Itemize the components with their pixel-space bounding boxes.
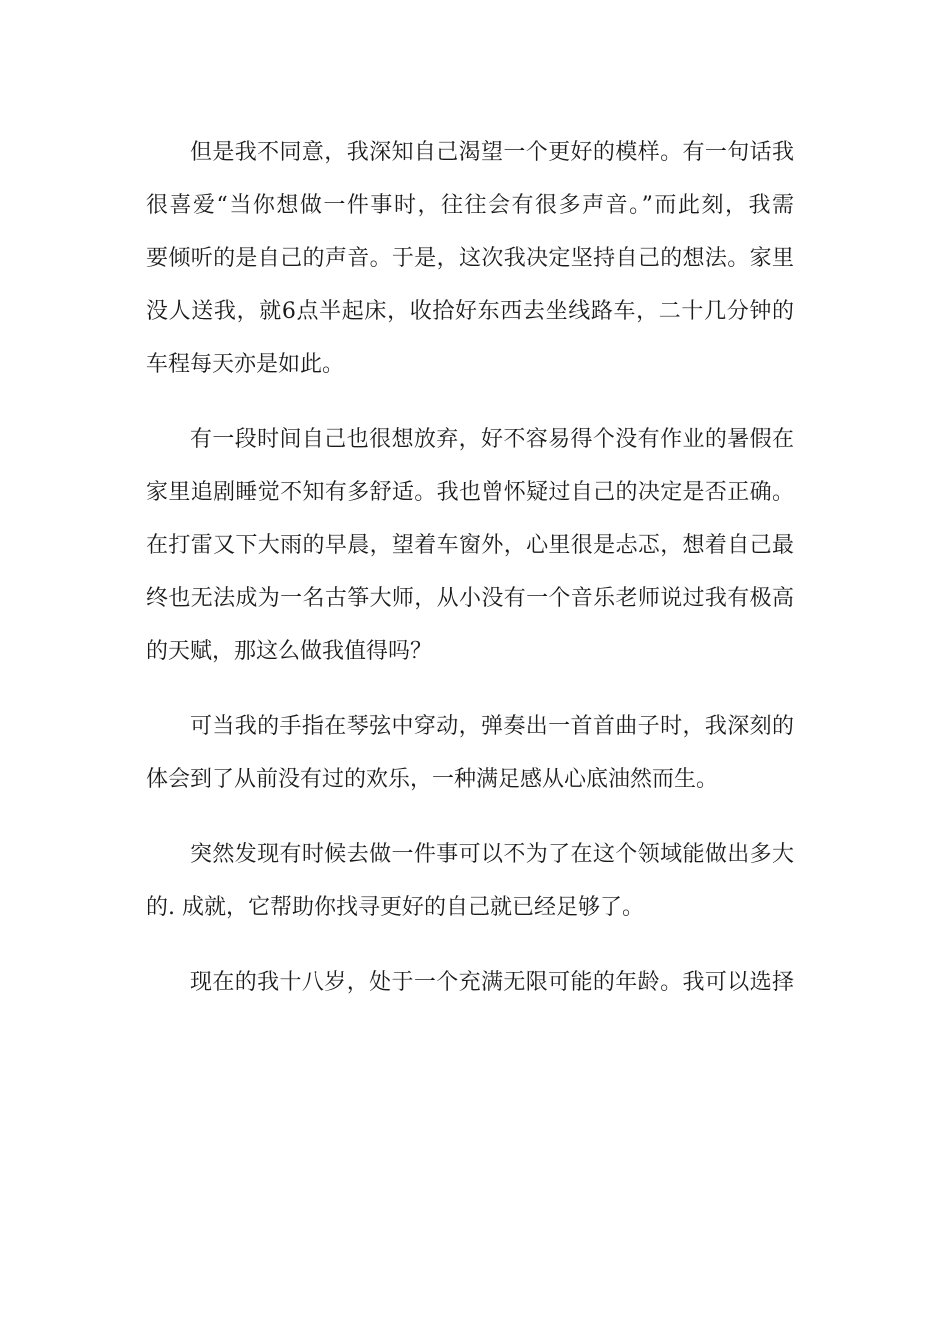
paragraph-line: 车程每天亦是如此。 <box>146 352 345 377</box>
paragraph-gap <box>146 811 794 833</box>
paragraph-gap <box>146 396 794 418</box>
paragraph-line: 要倾听的是自己的声音。于是，这次我决定坚持自己的想法。家里 <box>146 246 794 271</box>
paragraph-5 <box>146 961 794 1014</box>
paragraph-line: 终也无法成为一名古筝大师，从小没有一个音乐老师说过我有极高 <box>146 586 794 611</box>
paragraph-line: 可当我的手指在琴弦中穿动，弹奏出一首首曲子时，我深刻的 <box>190 714 794 739</box>
essay-body <box>146 131 794 1014</box>
paragraph-line: 的. 成就，它帮助你找寻更好的自己就已经足够了。 <box>146 895 644 920</box>
paragraph-gap <box>146 683 794 705</box>
paragraph-line: 体会到了从前没有过的欢乐，一种满足感从心底油然而生。 <box>146 767 719 792</box>
paragraph-line: 现在的我十八岁，处于一个充满无限可能的年龄。我可以选择 <box>190 970 794 995</box>
paragraph-2 <box>146 418 794 683</box>
paragraph-line: 但是我不同意，我深知自己渴望一个更好的模样。有一句话我 <box>190 140 794 165</box>
paragraph-line: 没人送我，就6点半起床，收拾好东西去坐线路车，二十几分钟的 <box>146 299 794 324</box>
paragraph-line: 家里追剧睡觉不知有多舒适。我也曾怀疑过自己的决定是否正确。 <box>146 480 794 505</box>
paragraph-gap <box>146 939 794 961</box>
paragraph-1 <box>146 131 794 396</box>
paragraph-line: 在打雷又下大雨的早晨，望着车窗外，心里很是忐忑，想着自己最 <box>146 533 794 558</box>
paragraph-line: 很喜爱“当你想做一件事时，往往会有很多声音。”而此刻，我需 <box>146 193 794 218</box>
paragraph-4 <box>146 833 794 939</box>
paragraph-line: 有一段时间自己也很想放弃，好不容易得个没有作业的暑假在 <box>190 427 794 452</box>
paragraph-line: 突然发现有时候去做一件事可以不为了在这个领域能做出多大 <box>190 842 794 867</box>
paragraph-line: 的天赋，那这么做我值得吗？ <box>146 639 433 664</box>
paragraph-3 <box>146 705 794 811</box>
